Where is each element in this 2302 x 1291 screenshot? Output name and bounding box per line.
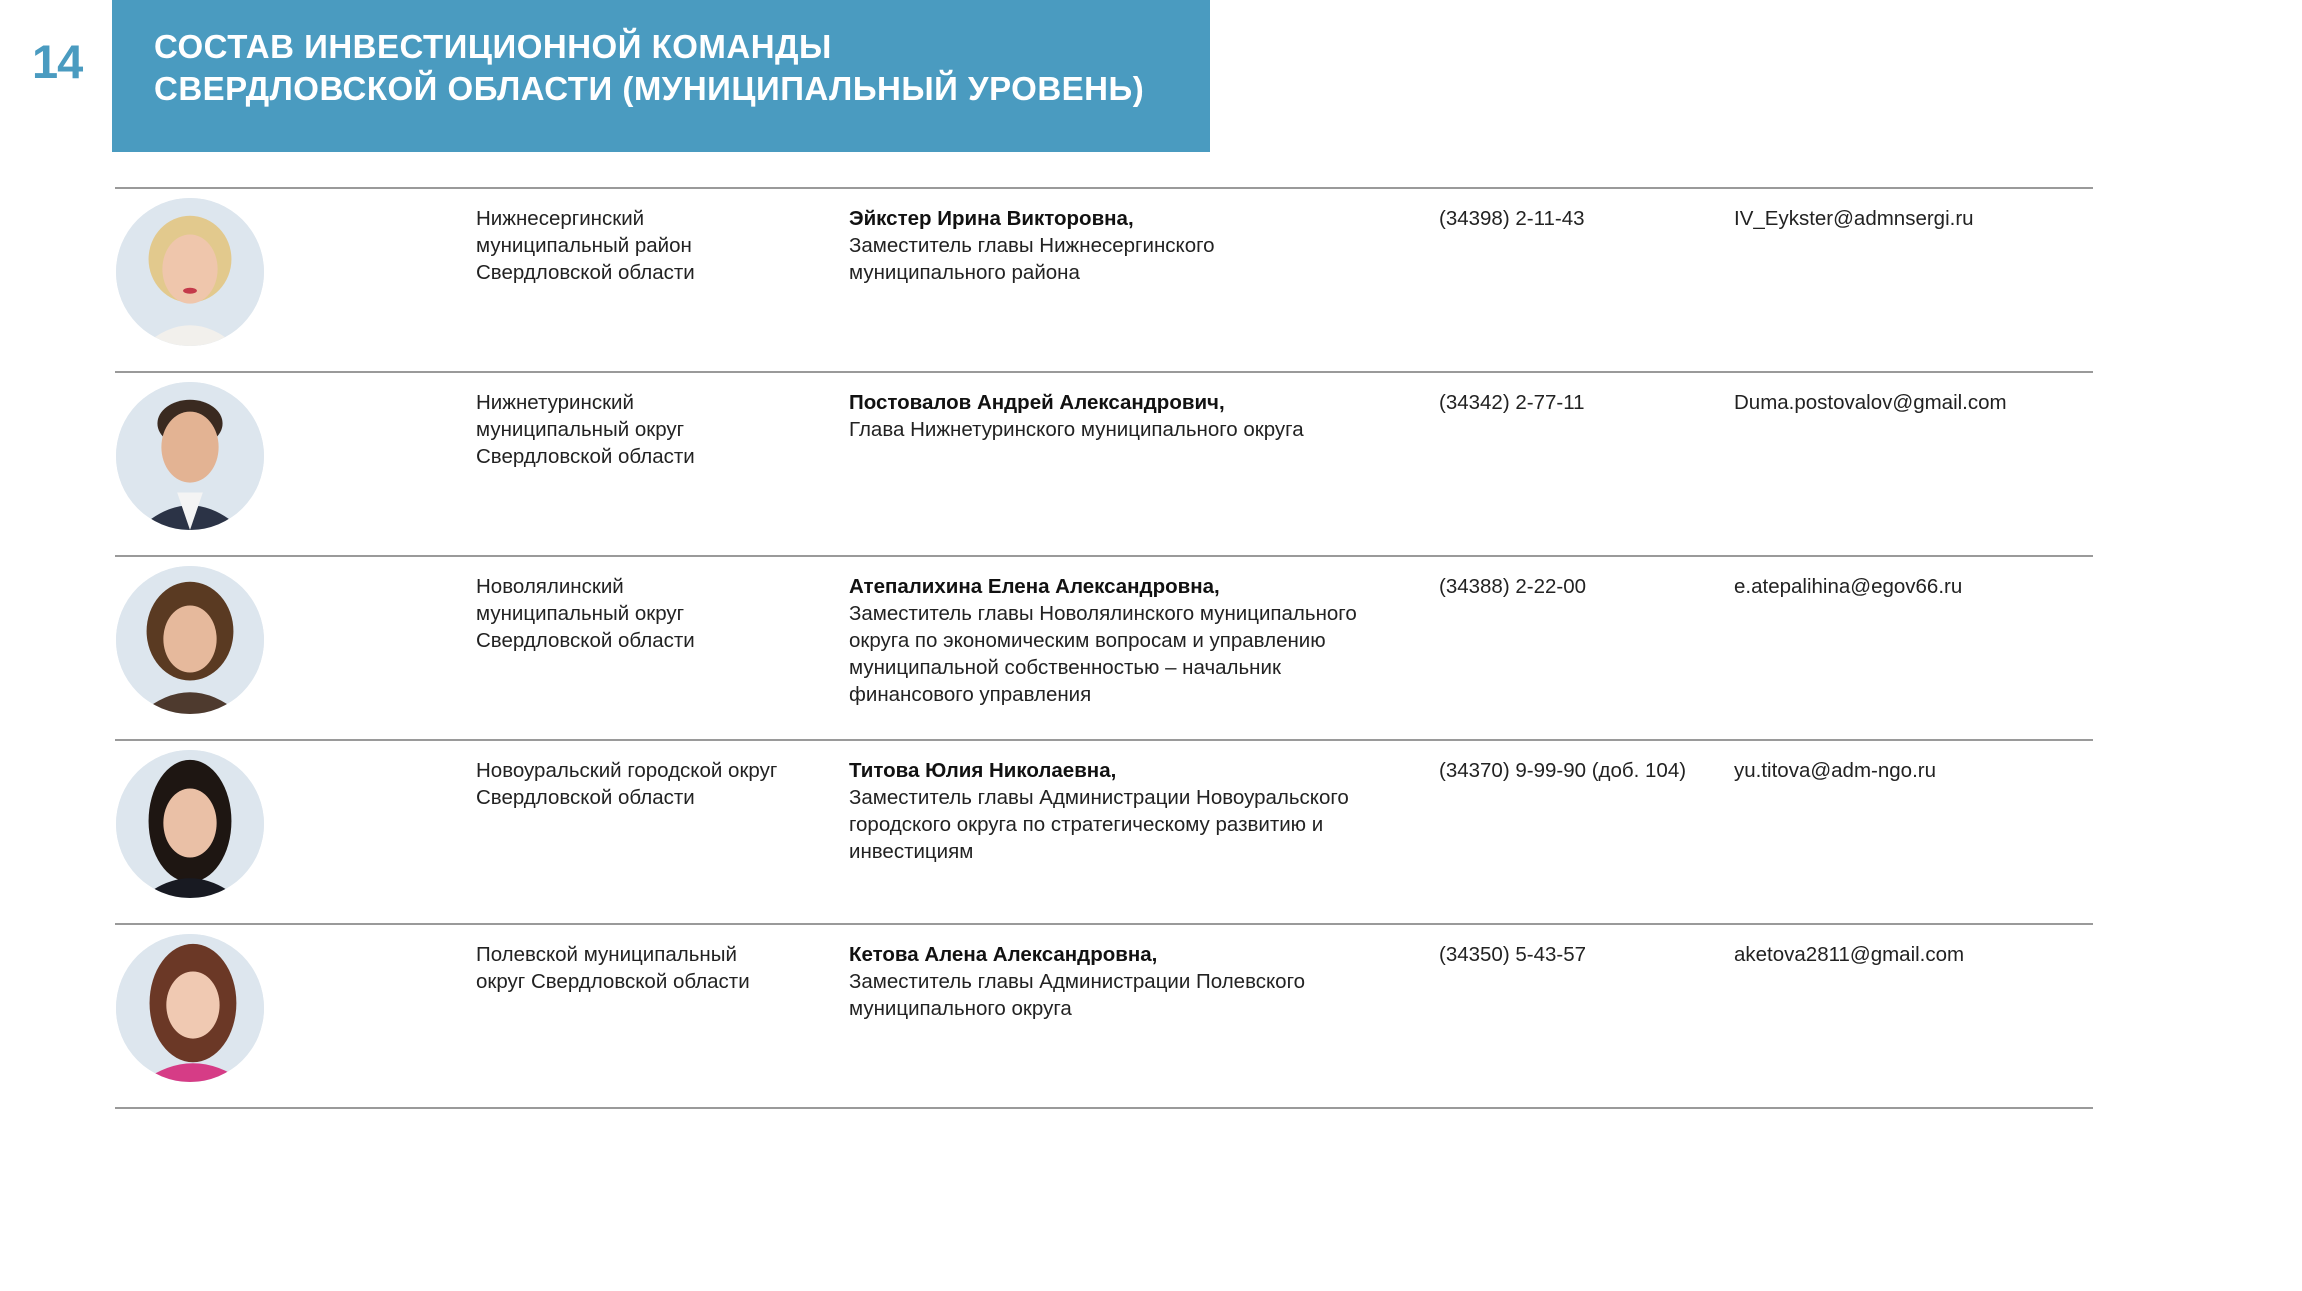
region-text: Новолялинский муниципальный округ Свердловской области	[476, 575, 695, 652]
avatar-photo	[116, 566, 264, 714]
header-banner	[112, 0, 1210, 152]
person-cell	[849, 757, 1419, 865]
team-table	[115, 187, 2093, 1109]
email-cell: IV_Eykster@admnsergi.ru	[1734, 207, 1974, 230]
region-cell	[476, 573, 831, 654]
table-row	[115, 371, 2093, 555]
person-position: Заместитель главы Новолялинского муниципального округа по экономическим вопросам и управлению муниципальной собственностью – начальник финансового управления	[849, 602, 1357, 706]
region-cell	[476, 205, 831, 286]
table-row	[115, 739, 2093, 923]
region-cell	[476, 757, 831, 811]
table-row	[115, 923, 2093, 1109]
table-row	[115, 555, 2093, 739]
phone-cell: (34398) 2-11-43	[1439, 207, 1585, 230]
person-cell	[849, 389, 1419, 443]
person-cell	[849, 205, 1419, 286]
avatar-photo	[116, 198, 264, 346]
avatar-photo	[116, 382, 264, 530]
person-name: Эйкстер Ирина Викторовна,	[849, 207, 1134, 230]
person-position: Заместитель главы Администрации Новоуральского городского округа по стратегическому развитию и инвестициям	[849, 786, 1349, 863]
person-position: Глава Нижнетуринского муниципального округа	[849, 418, 1304, 441]
region-cell	[476, 941, 831, 995]
region-cell	[476, 389, 831, 470]
page-title-line-2: СВЕРДЛОВСКОЙ ОБЛАСТИ (МУНИЦИПАЛЬНЫЙ УРОВЕНЬ)	[154, 70, 1145, 107]
person-position: Заместитель главы Нижнесергинского муниципального района	[849, 234, 1215, 284]
page-number: 14	[32, 35, 83, 88]
email-cell: e.atepalihina@egov66.ru	[1734, 575, 1963, 598]
person-name: Атепалихина Елена Александровна,	[849, 575, 1220, 598]
phone-cell: (34342) 2-77-11	[1439, 391, 1585, 414]
region-text: Нижнесергинский муниципальный район Свердловской области	[476, 207, 695, 284]
region-text: Полевской муниципальный округ Свердловской области	[476, 943, 750, 993]
region-text: Новоуральский городской округ Свердловской области	[476, 759, 778, 809]
person-cell	[849, 573, 1419, 708]
person-name: Постовалов Андрей Александрович,	[849, 391, 1225, 414]
person-name: Титова Юлия Николаевна,	[849, 759, 1117, 782]
phone-cell: (34370) 9-99-90 (доб. 104)	[1439, 759, 1687, 782]
page-title-line-1: СОСТАВ ИНВЕСТИЦИОННОЙ КОМАНДЫ	[154, 28, 832, 65]
person-position: Заместитель главы Администрации Полевского муниципального округа	[849, 970, 1306, 1020]
avatar-photo	[116, 934, 264, 1082]
person-name: Кетова Алена Александровна,	[849, 943, 1158, 966]
email-cell: Duma.postovalov@gmail.com	[1734, 391, 2007, 414]
person-cell	[849, 941, 1419, 1022]
avatar-photo	[116, 750, 264, 898]
phone-cell: (34350) 5-43-57	[1439, 943, 1587, 966]
table-row	[115, 187, 2093, 371]
email-cell: aketova2811@gmail.com	[1734, 943, 1965, 966]
email-cell: yu.titova@adm-ngo.ru	[1734, 759, 1936, 782]
region-text: Нижнетуринский муниципальный округ Свердловской области	[476, 391, 695, 468]
phone-cell: (34388) 2-22-00	[1439, 575, 1587, 598]
